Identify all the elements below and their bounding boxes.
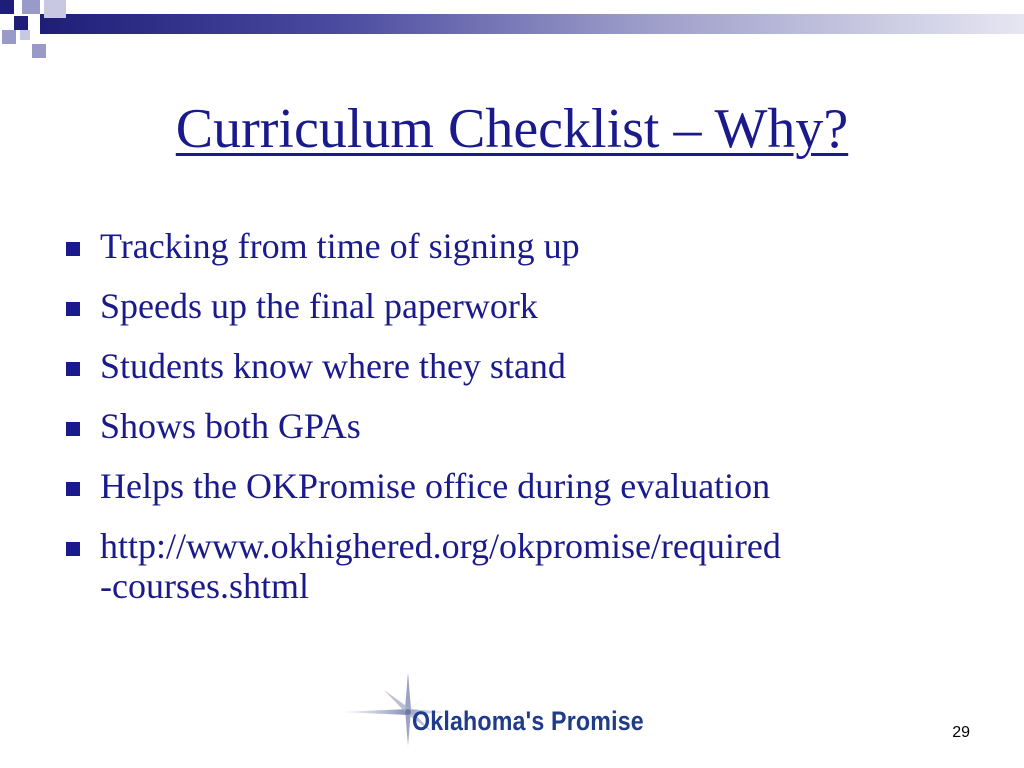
oklahomas-promise-logo [338, 666, 668, 748]
square-bullet-icon [66, 482, 80, 496]
decor-square [14, 16, 28, 30]
decor-square [2, 30, 16, 44]
slide-title: Curriculum Checklist – Why? [175, 98, 849, 160]
header-gradient-bar [40, 14, 1024, 34]
bullet-text: Students know where they stand [100, 346, 566, 386]
square-bullet-icon [66, 542, 80, 556]
bullet-item [62, 466, 1002, 506]
url-line-1[interactable]: http://www.okhighered.org/okpromise/required [100, 526, 781, 566]
bullet-text: Helps the OKPromise office during evaluation [100, 466, 771, 506]
bullet-text: Shows both GPAs [100, 406, 361, 446]
decor-square [20, 30, 30, 40]
bullet-item [62, 226, 1002, 266]
logo-text: Oklahoma's Promise [412, 706, 644, 736]
bullet-list [62, 226, 1002, 626]
decor-square [0, 0, 14, 14]
bullet-item [62, 286, 1002, 326]
url-line-2[interactable]: -courses.shtml [100, 566, 309, 606]
square-bullet-icon [66, 422, 80, 436]
bullet-item [62, 406, 1002, 446]
decor-square [44, 0, 66, 18]
square-bullet-icon [66, 302, 80, 316]
page-number: 29 [952, 724, 970, 741]
square-bullet-icon [66, 242, 80, 256]
decor-square [22, 0, 40, 14]
bullet-item-url[interactable] [62, 526, 1002, 606]
bullet-item [62, 346, 1002, 386]
bullet-text: Tracking from time of signing up [100, 226, 580, 266]
square-bullet-icon [66, 362, 80, 376]
bullet-text: Speeds up the final paperwork [100, 286, 538, 326]
decor-square [32, 44, 46, 58]
